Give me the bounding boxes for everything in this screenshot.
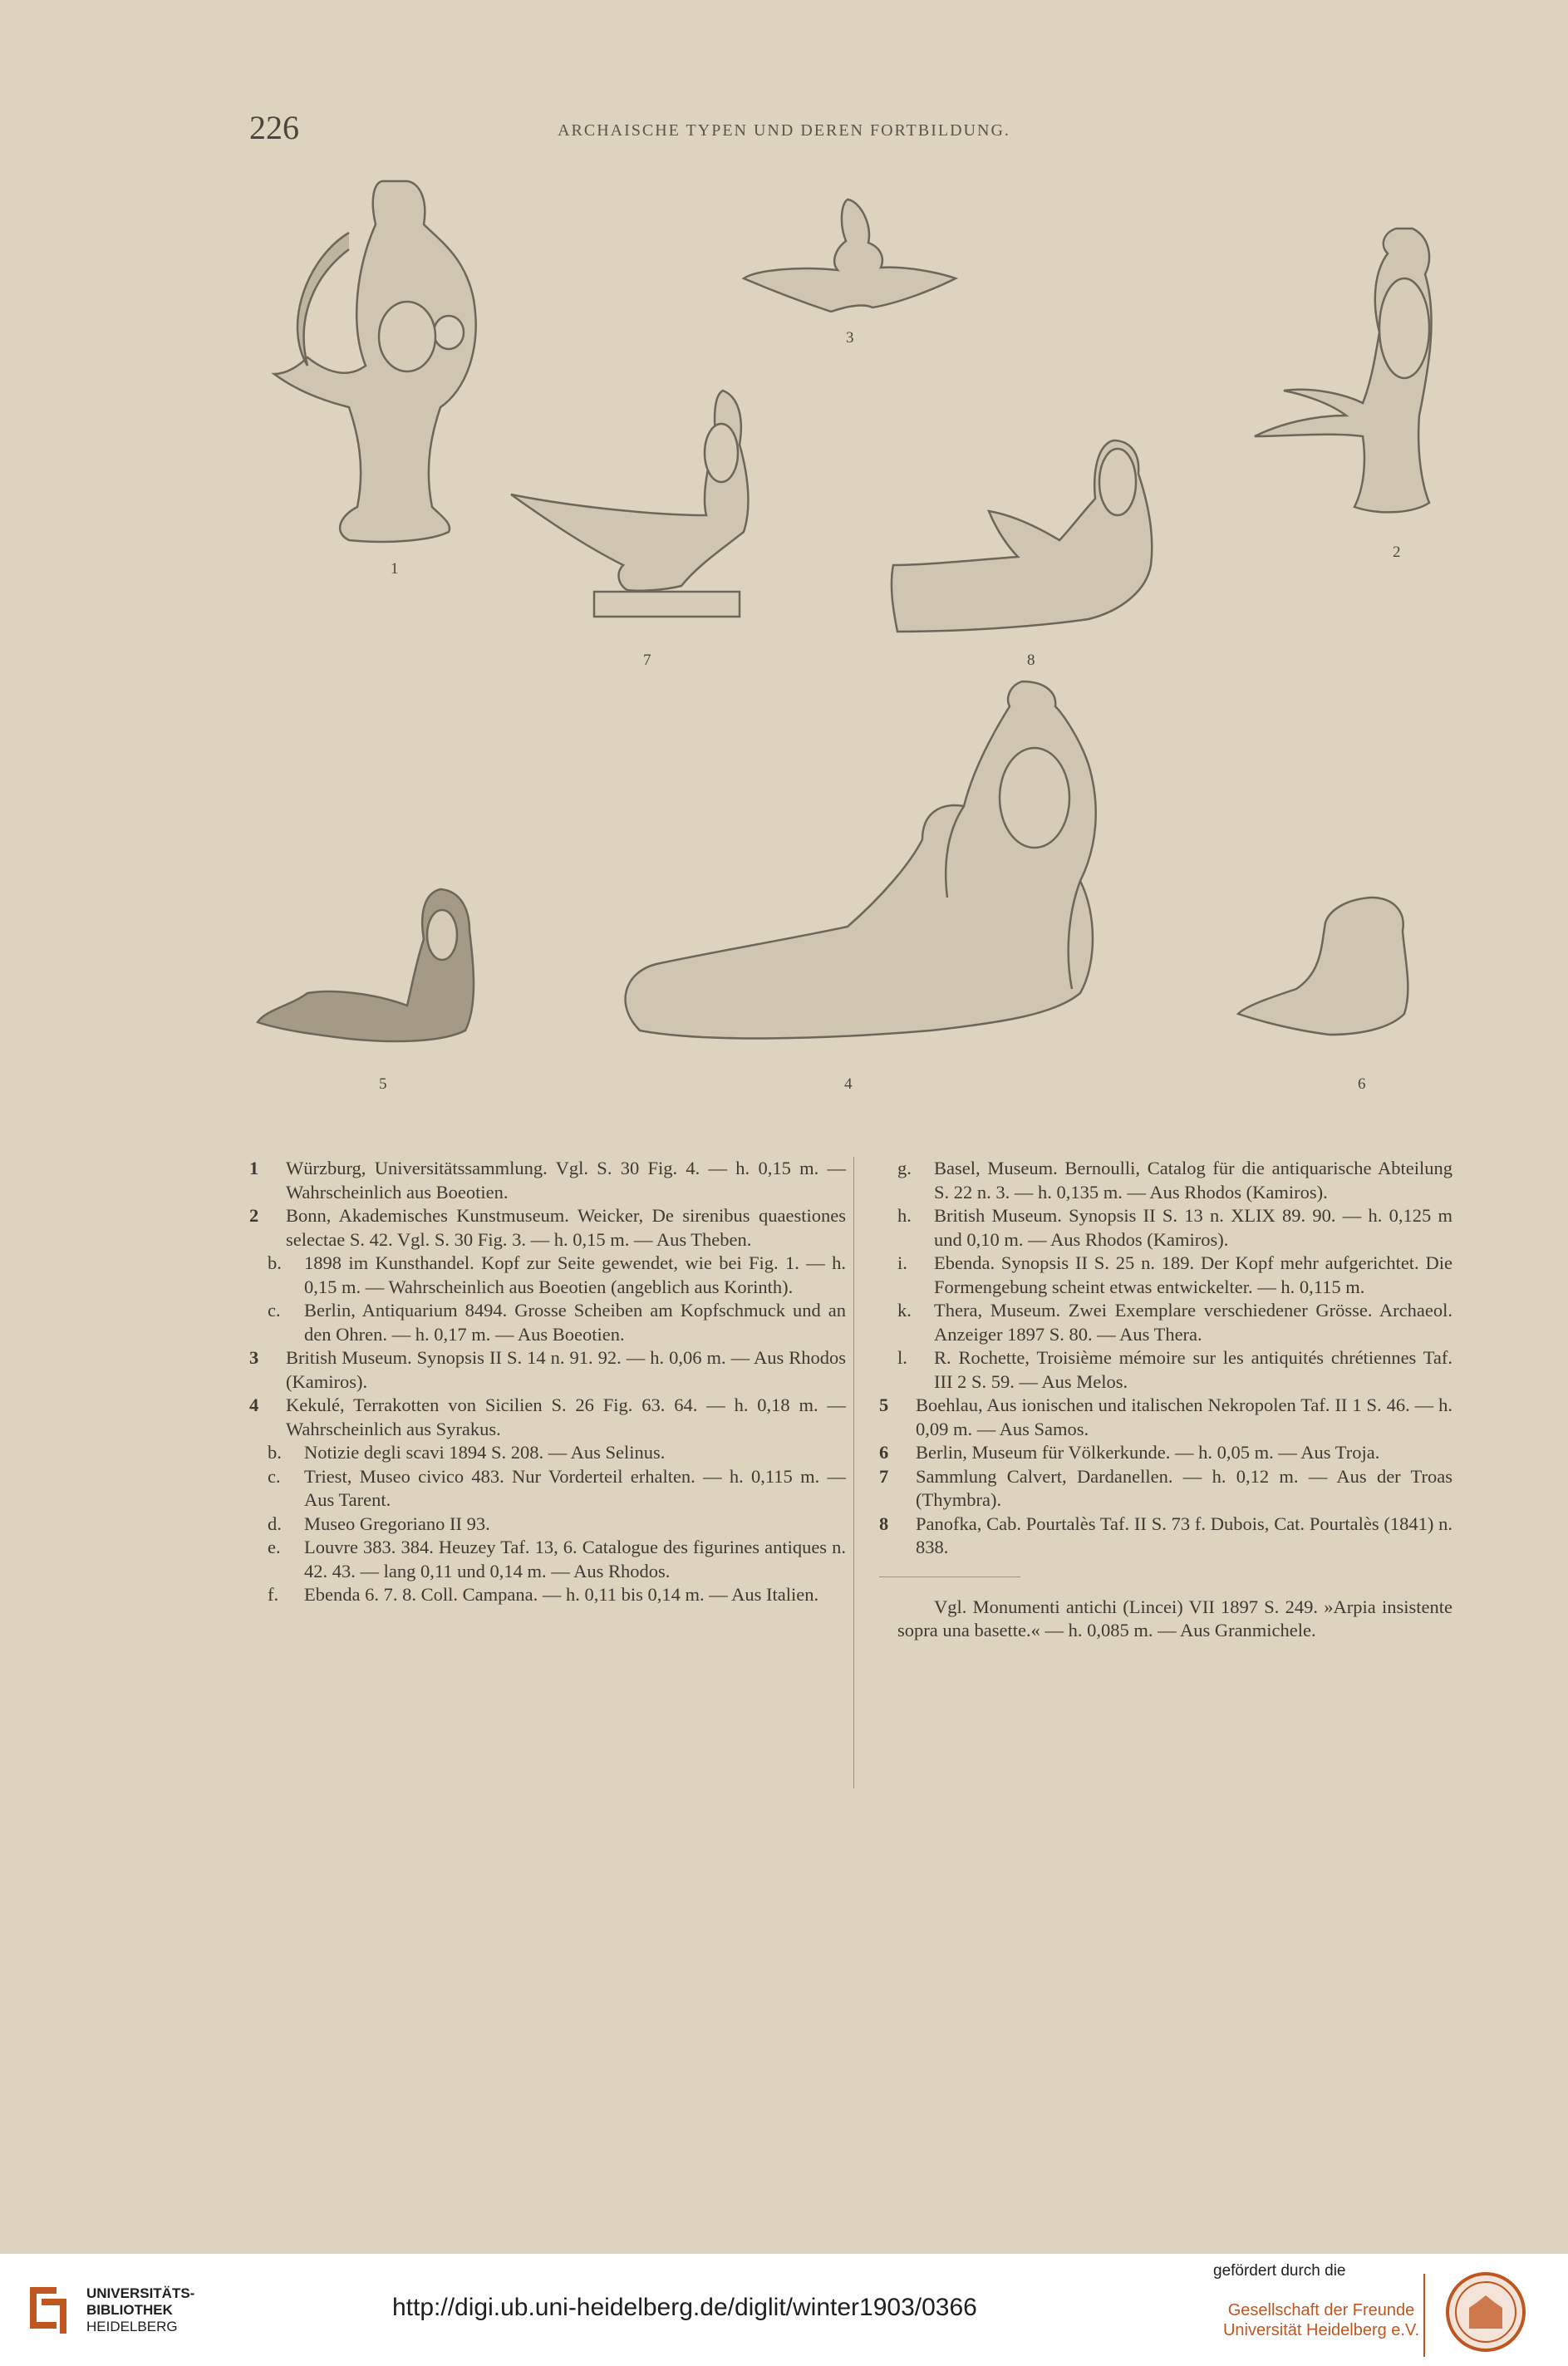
caption-entry: b. Notizie degli scavi 1894 S. 208. — Aus Selinus. [268,1442,666,1463]
caption-entry: c. Berlin, Antiquarium 8494. Grosse Scheiben am Kopfschmuck und an den Ohren. — h. 0,17 m. — Aus Boeotien. [268,1300,846,1345]
figure-3-siren-flat [744,199,956,312]
caption-entry: g. Basel, Museum. Bernoulli, Catalog für die antiquarische Abteilung S. 22 n. 3. — h. 0,135 m. — Aus Rhodos (Kamiros). [897,1158,1452,1203]
caption-entry: 5 Boehlau, Aus ionischen und italischen Nekropolen Taf. II 1 S. 46. — h. 0,09 m. — Aus Samos. [879,1395,1452,1439]
caption-entry: k. Thera, Museum. Zwei Exemplare verschiedener Grösse. Archaeol. Anzeiger 1897 S. 80. — Aus Thera. [897,1300,1452,1345]
caption-entry: 4 Kekulé, Terrakotten von Sicilien S. 26 Fig. 63. 64. — h. 0,18 m. — Wahrscheinlich aus Syrakus. [249,1395,846,1439]
caption-entry: l. R. Rochette, Troisième mémoire sur les antiquités chrétiennes Taf. III 2 S. 59. — Aus Melos. [897,1347,1452,1392]
caption-entry: c. Triest, Museo civico 483. Nur Vorderteil erhalten. — h. 0,115 m. — Aus Tarent. [268,1465,846,1510]
supported-by-text: gefördert durch die [1213,2262,1346,2280]
figure-2-siren-with-pedestal [1255,229,1432,512]
figure-label-2: 2 [1393,544,1401,561]
society-name: Gesellschaft der Freunde Universität Heidelberg e.V. [1222,2301,1420,2339]
figure-label-7: 7 [643,652,651,669]
figure-6-siren-fragment [1238,898,1408,1035]
library-logo-icon [23,2279,73,2337]
figure-label-4: 4 [844,1075,853,1093]
caption-entry: 3 British Museum. Synopsis II S. 14 n. 91. 92. — h. 0,06 m. — Aus Rhodos (Kamiros). [249,1347,846,1392]
page-number: 226 [249,109,299,146]
figure-plate [0,166,1568,1105]
figure-1-siren-vase [274,181,476,542]
caption-entry: 6 Berlin, Museum für Völkerkunde. — h. 0,05 m. — Aus Troja. [879,1442,1380,1463]
footnote: Vgl. Monumenti antichi (Lincei) VII 1897 S. 249. »Arpia insistente sopra una basette.« — h. 0,085 m. — Aus Granmichele. [897,1596,1452,1640]
caption-entry: 8 Panofka, Cab. Pourtalès Taf. II S. 73 f. Dubois, Cat. Pourtalès (1841) n. 838. [879,1513,1452,1557]
caption-entry: f. Ebenda 6. 7. 8. Coll. Campana. — h. 0,11 bis 0,14 m. — Aus Italien. [268,1584,819,1605]
permalink-url[interactable]: http://digi.ub.uni-heidelberg.de/diglit/winter1903/0366 [392,2294,977,2321]
caption-entry: d. Museo Gregoriano II 93. [268,1513,490,1534]
university-seal-icon [1444,2270,1527,2354]
caption-entry: 1 Würzburg, Universitätssammlung. Vgl. S. 30 Fig. 4. — h. 0,15 m. — Wahrscheinlich aus Boeotien. [249,1158,846,1203]
figure-label-3: 3 [846,329,854,347]
caption-entry: 7 Sammlung Calvert, Dardanellen. — h. 0,12 m. — Aus der Troas (Thymbra). [879,1465,1452,1510]
caption-entry: e. Louvre 383. 384. Heuzey Taf. 13, 6. Catalogue des figurines antiques n. 42. 43. — lang 0,11 und 0,14 m. — Aus Rhodos. [268,1537,846,1581]
footer-divider [1423,2274,1425,2357]
caption-entry: 2 Bonn, Akademisches Kunstmuseum. Weicker, De sirenibus quaestiones selectae S. 42. Vgl. S. 30 Fig. 3. — h. 0,15 m. — Aus Theben. [249,1205,846,1250]
figure-7-siren-on-base [511,391,748,617]
figure-5-siren-colored [258,889,474,1041]
figure-label-5: 5 [379,1075,387,1093]
figure-label-6: 6 [1358,1075,1366,1093]
running-title: ARCHAISCHE TYPEN UND DEREN FORTBILDUNG. [558,121,1010,140]
caption-column-left [249,1157,846,1607]
digitization-footer [0,2254,1568,2366]
column-divider [853,1157,854,1788]
figure-8-siren [892,440,1152,632]
caption-column-right [879,1157,1452,1643]
figure-4-siren-large [626,681,1096,1038]
figure-label-8: 8 [1027,652,1035,669]
figure-label-1: 1 [391,560,399,578]
caption-entry: i. Ebenda. Synopsis II S. 25 n. 189. Der Kopf mehr aufgerichtet. Die Formengebung scheint etwas entwickelter. — h. 0,115 m. [897,1252,1452,1297]
library-name: UNIVERSITÄTS- BIBLIOTHEK HEIDELBERG [86,2285,195,2334]
caption-entry: h. British Museum. Synopsis II S. 13 n. XLIX 89. 90. — h. 0,125 m und 0,10 m. — Aus Rhodos (Kamiros). [897,1205,1452,1250]
caption-entry: b. 1898 im Kunsthandel. Kopf zur Seite gewendet, wie bei Fig. 1. — h. 0,15 m. — Wahrscheinlich aus Boeotien (angeblich aus Korinth). [268,1252,846,1297]
